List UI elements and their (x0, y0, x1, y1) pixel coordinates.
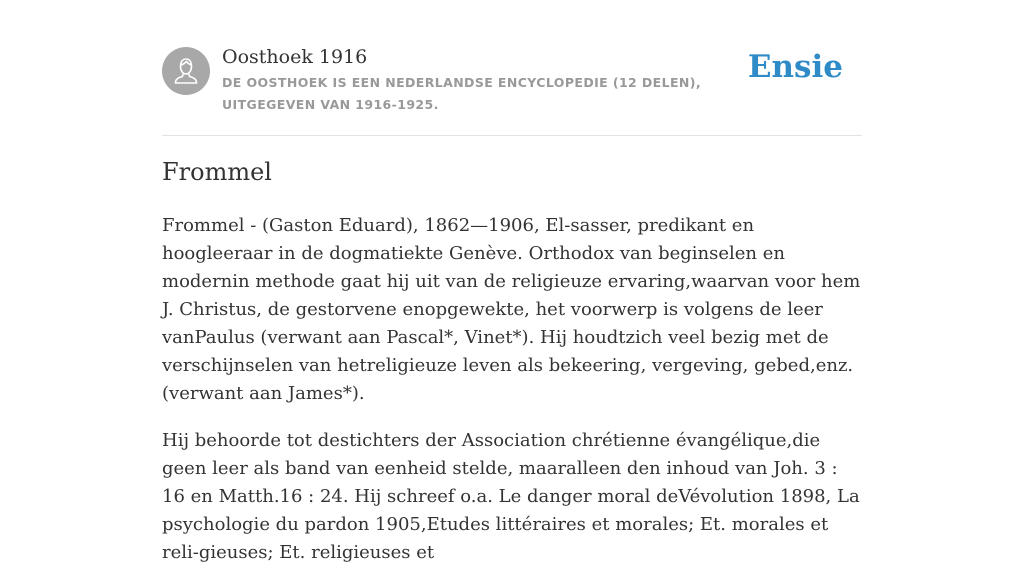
user-silhouette-icon (162, 47, 210, 95)
source-description: DE OOSTHOEK IS EEN NEDERLANDSE ENCYCLOPEDIE (12 DELEN), UITGEGEVEN VAN 1916-1925. (222, 75, 702, 112)
source-header (162, 0, 862, 136)
page-container (162, 0, 862, 563)
ensie-logo[interactable]: Ensie (747, 49, 843, 85)
source-avatar[interactable] (162, 47, 210, 95)
article-body (162, 212, 864, 586)
article-paragraph: Hij behoorde tot destichters der Association chrétienne évangélique,die geen leer als band van eenheid stelde, maaralleen den inhoud van Joh. 3 : 16 en Matth.16 : 24. Hij schreef o.a. Le danger moral deVévolution 1898, La psychologie du pardon 1905,Etudes littéraires et morales; Et. morales et reli-gieuses; Et. religieuses et (162, 430, 860, 563)
article-paragraph: Frommel - (Gaston Eduard), 1862—1906, El-sasser, predikant en hoogleeraar in de dogmatiekte Genève. Orthodox van beginselen en modernin methode gaat hij uit van de religieuze ervaring,waarvan voor hem J. Christus, de gestorvene enopgewekte, het voorwerp is volgens de leer vanPaulus (verwant aan Pascal*, Vinet*). Hij houdtzich veel bezig met de verschijnselen van hetreligieuze leven als bekeering, vergeving, gebed,enz. (verwant aan James*). (162, 215, 861, 404)
source-name[interactable]: Oosthoek 1916 (222, 46, 368, 68)
article-title: Frommel (162, 158, 272, 186)
